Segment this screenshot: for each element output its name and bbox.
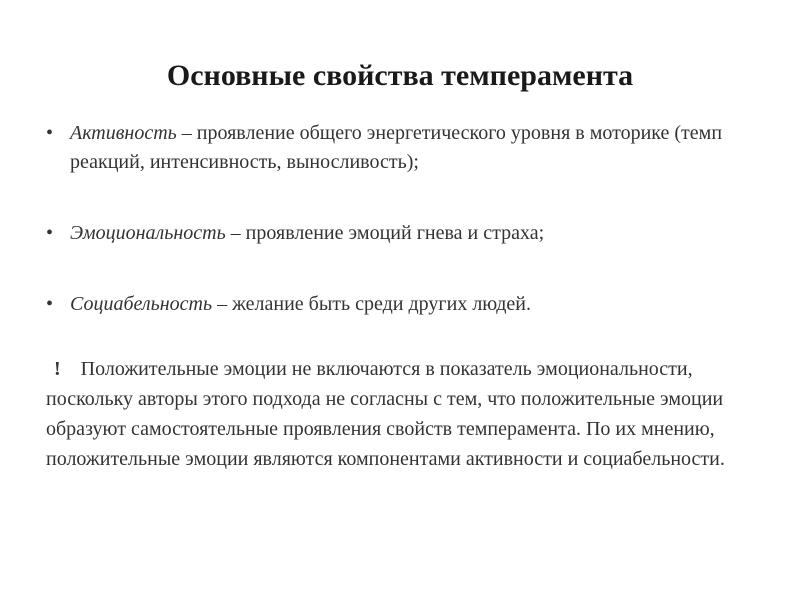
list-item-emotionality [46, 219, 746, 248]
term-activity: Активность [70, 122, 177, 144]
note-paragraph [46, 354, 766, 474]
properties-list [46, 119, 746, 319]
bullet-icon: • [46, 222, 54, 244]
list-item-sociability [46, 290, 746, 319]
note-text: Положительные эмоции не включаются в показатель эмоциональности, поскольку авторы этого подхода не согласны с тем, что положительные эмоции образуют самостоятельные проявления свойств темперамента. По их мнению, положительные эмоции являются компонентами активности и социабельности. [46, 358, 725, 470]
slide-title: Основные свойства темперамента [166, 59, 634, 92]
definition-sociability: – желание быть среди других людей. [212, 293, 531, 315]
term-emotionality: Эмоциональность [70, 222, 226, 244]
bullet-icon: • [46, 293, 54, 315]
bullet-icon: • [46, 122, 54, 144]
list-item-activity [46, 119, 746, 177]
definition-activity: – проявление общего энергетического уровня в моторике (темп реакций, интенсивность, выносливость); [70, 122, 723, 173]
term-sociability: Социабельность [70, 293, 213, 315]
definition-emotionality: – проявление эмоций гнева и страха; [225, 222, 545, 244]
exclamation-marker: ! [54, 358, 61, 380]
